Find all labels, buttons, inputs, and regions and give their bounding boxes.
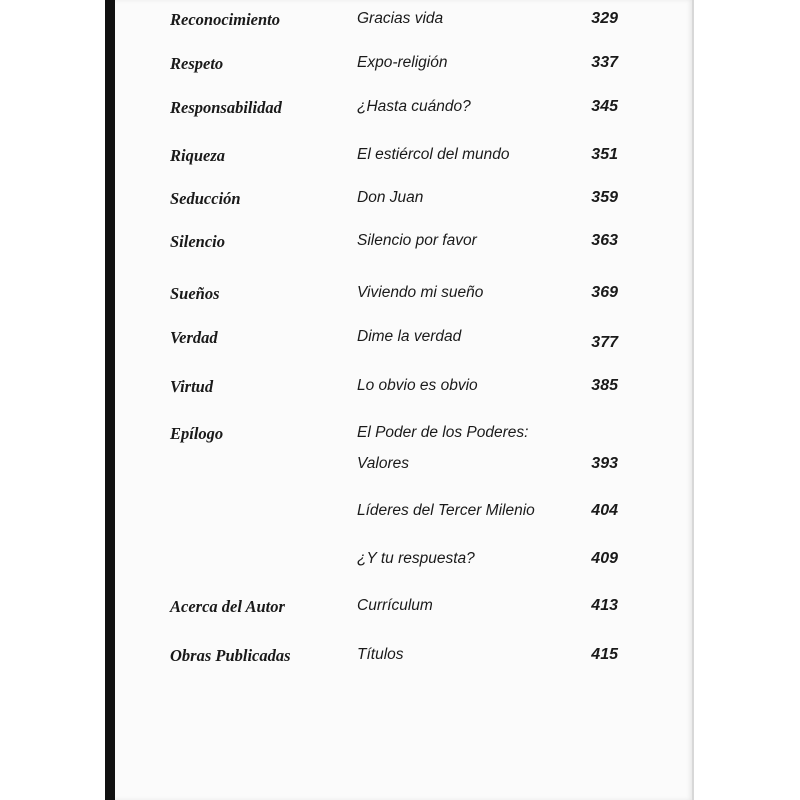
toc-topic: Seducción xyxy=(170,189,241,208)
toc-row xyxy=(0,328,800,354)
toc-topic: Sueños xyxy=(170,284,220,303)
toc-topic: Acerca del Autor xyxy=(170,597,285,616)
toc-page-number: 345 xyxy=(591,98,618,115)
toc-topic: Reconocimiento xyxy=(170,10,280,29)
toc-page-number: 393 xyxy=(591,455,618,472)
toc-title: Dime la verdad xyxy=(357,328,462,345)
toc-row xyxy=(0,377,800,403)
toc-title: Viviendo mi sueño xyxy=(357,284,484,301)
toc-title: ¿Hasta cuándo? xyxy=(357,98,471,115)
toc-title: El Poder de los Poderes: xyxy=(357,424,529,441)
toc-row xyxy=(0,98,800,124)
toc-title: El estiércol del mundo xyxy=(357,146,510,163)
toc-topic: Respeto xyxy=(170,54,224,73)
toc-topic: Responsabilidad xyxy=(170,98,282,117)
toc-title: Currículum xyxy=(357,597,433,614)
toc-page-number: 337 xyxy=(591,54,618,71)
toc-page-number: 404 xyxy=(591,502,618,519)
toc-row xyxy=(0,455,800,481)
toc-title: Gracias vida xyxy=(357,10,444,27)
toc-topic: Virtud xyxy=(170,377,214,396)
toc-topic: Obras Publicadas xyxy=(170,646,291,665)
toc-row xyxy=(0,232,800,258)
toc-row xyxy=(0,502,800,528)
toc-page-number: 413 xyxy=(591,597,618,614)
toc-title: Líderes del Tercer Milenio xyxy=(357,502,535,519)
toc-page-number: 351 xyxy=(591,146,618,163)
toc-title: Lo obvio es obvio xyxy=(357,377,478,394)
toc-row xyxy=(0,424,800,450)
toc-page-number: 385 xyxy=(591,377,618,394)
toc-title: ¿Y tu respuesta? xyxy=(357,550,475,567)
toc-row xyxy=(0,284,800,310)
toc-row xyxy=(0,54,800,80)
toc-row xyxy=(0,146,800,172)
toc-topic: Silencio xyxy=(170,232,226,251)
toc-title: Expo-religión xyxy=(357,54,448,71)
toc-topic: Verdad xyxy=(170,328,218,347)
toc-title: Silencio por favor xyxy=(357,232,477,249)
toc-page-number: 359 xyxy=(591,189,618,206)
toc-page-number: 363 xyxy=(591,232,618,249)
toc-page-number: 409 xyxy=(591,550,618,567)
toc-title: Títulos xyxy=(357,646,404,663)
toc-topic: Riqueza xyxy=(170,146,226,165)
toc-row xyxy=(0,550,800,576)
toc-title: Don Juan xyxy=(357,189,424,206)
toc-topic: Epílogo xyxy=(170,424,224,443)
toc-page-number: 415 xyxy=(591,646,618,663)
toc-title: Valores xyxy=(357,455,409,472)
toc-page-number: 377 xyxy=(591,334,618,351)
toc-page-number: 369 xyxy=(591,284,618,301)
toc-row xyxy=(0,189,800,215)
toc-row xyxy=(0,597,800,623)
toc-page-number: 329 xyxy=(591,10,618,27)
toc-row xyxy=(0,646,800,672)
toc-row xyxy=(0,10,800,36)
